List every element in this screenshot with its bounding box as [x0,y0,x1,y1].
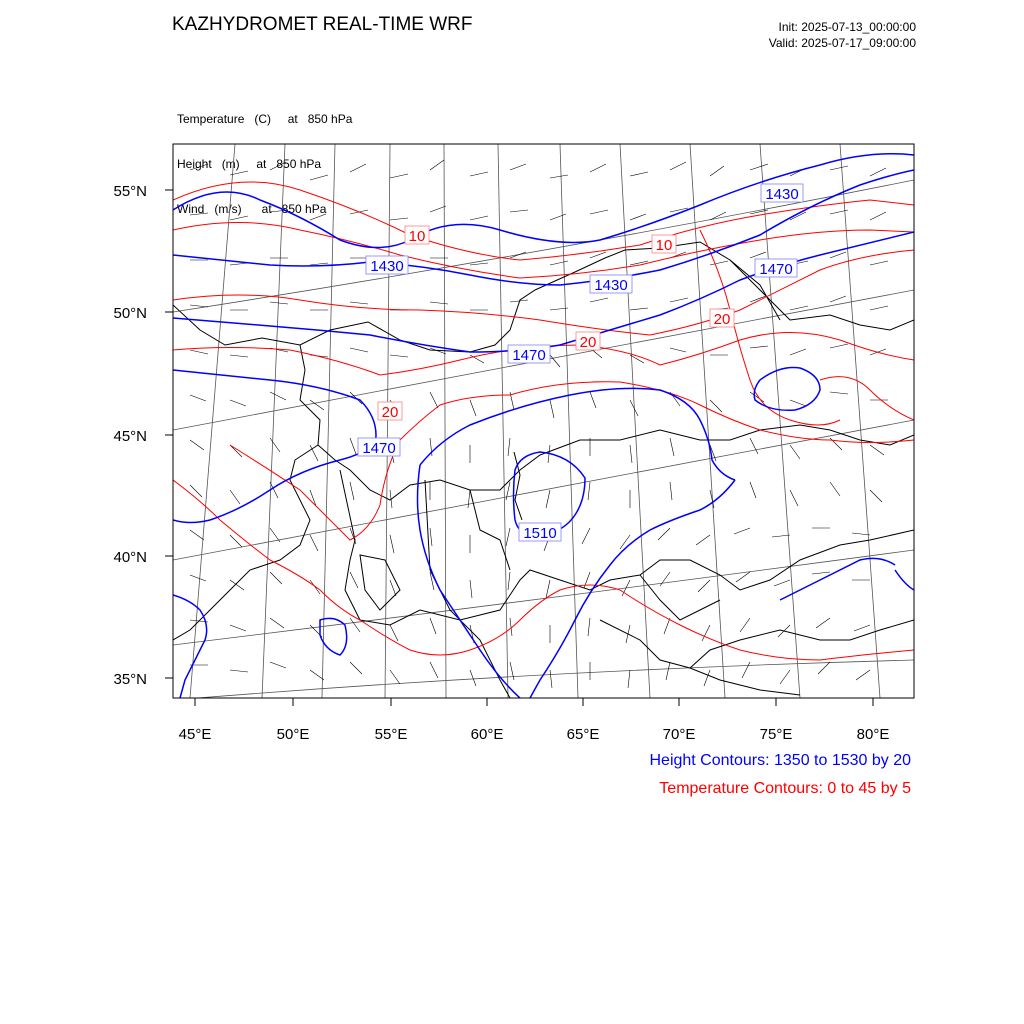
height-contour-label [519,523,561,542]
init-time: Init: 2025-07-13_00:00:00 [778,20,916,34]
lon-label: 50°E [276,726,310,743]
svg-text:1430: 1430 [765,186,799,203]
height-contour-label [590,275,632,294]
svg-text:20: 20 [381,404,399,421]
lon-label: 70°E [662,726,696,743]
svg-text:1430: 1430 [370,258,404,275]
height-contour-legend: Height Contours: 1350 to 1530 by 20 [649,752,911,769]
lat-label: 45°N [113,428,147,445]
temperature-contour-label [652,235,676,254]
svg-text:1510: 1510 [523,525,557,542]
temperature-contour-legend: Temperature Contours: 0 to 45 by 5 [659,780,911,797]
map-title: KAZHYDROMET REAL-TIME WRF [172,14,473,35]
lon-label: 65°E [566,726,600,743]
contour-labels [358,184,803,542]
height-contour-label [755,259,797,278]
svg-text:20: 20 [713,311,731,328]
lat-label: 50°N [113,305,147,322]
svg-text:1470: 1470 [759,261,793,278]
svg-text:1470: 1470 [512,347,546,364]
map-frame [173,144,914,698]
temperature-contour-label [576,332,600,351]
svg-text:10: 10 [655,237,673,254]
lon-label: 55°E [374,726,408,743]
height-contour-label [366,256,408,275]
height-field-label: Height (m) at 850 hPa [177,157,322,171]
temperature-contour-label [405,226,429,245]
lat-label: 35°N [113,671,147,688]
lat-label: 55°N [113,183,147,200]
height-contour-label [358,438,400,457]
height-contour-label [761,184,803,203]
latitude-axis [165,190,173,678]
height-contour-label [508,345,550,364]
temperature-contour-label [378,402,402,421]
lon-label: 45°E [178,726,212,743]
map-layers [173,144,914,700]
temperature-field-label: Temperature (C) at 850 hPa [177,112,353,126]
graticule [173,144,914,700]
wind-field-label: Wind (m/s) at 850 hPa [177,202,327,216]
longitude-axis [195,698,873,706]
lon-label: 80°E [856,726,890,743]
temperature-contour-label [710,309,734,328]
svg-text:1470: 1470 [362,440,396,457]
svg-text:10: 10 [408,228,426,245]
lon-label: 75°E [759,726,793,743]
svg-text:20: 20 [579,334,597,351]
valid-time: Valid: 2025-07-17_09:00:00 [768,36,916,50]
svg-text:1430: 1430 [594,277,628,294]
lat-label: 40°N [113,549,147,566]
country-borders [173,242,914,698]
lon-label: 60°E [470,726,504,743]
